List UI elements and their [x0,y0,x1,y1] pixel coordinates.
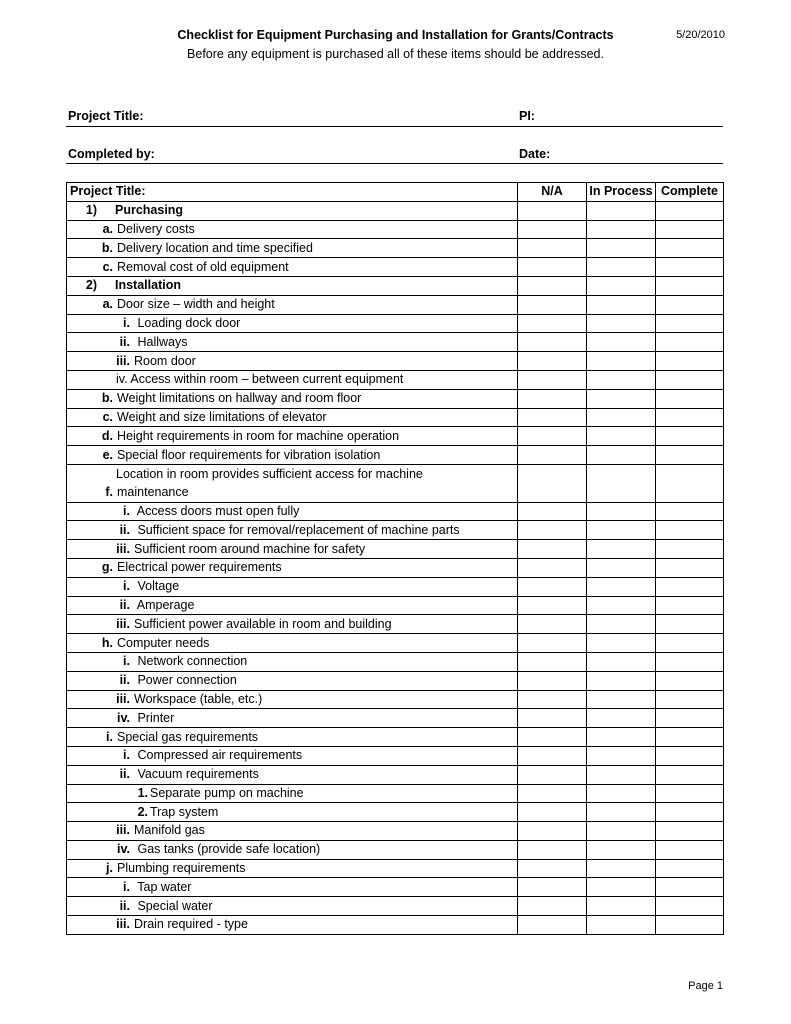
item-label: Manifold gas [134,823,205,838]
document-date: 5/20/2010 [676,29,725,41]
table-row [67,502,724,521]
table-row [67,690,724,709]
checklist-item [67,521,518,540]
in-process-cell[interactable] [587,464,656,502]
item-label: Network connection [134,654,248,669]
table-row [67,840,724,859]
checklist-item [67,709,518,728]
item-number: ii. [119,597,130,612]
checklist-item [67,728,518,747]
na-cell[interactable] [518,784,587,803]
na-cell[interactable] [518,746,587,765]
item-number: f. [105,485,113,500]
in-process-cell[interactable] [587,652,656,671]
na-cell[interactable] [518,408,587,427]
complete-cell[interactable] [656,690,724,709]
table-row [67,464,724,502]
in-process-cell[interactable] [587,577,656,596]
item-number: j. [106,861,113,876]
checklist-item [67,784,518,803]
checklist-item [67,577,518,596]
complete-cell[interactable] [656,596,724,615]
item-label: maintenance [117,485,189,500]
complete-cell[interactable] [656,370,724,389]
na-cell[interactable] [518,671,587,690]
complete-cell[interactable] [656,333,724,352]
in-process-cell[interactable] [587,671,656,690]
na-cell[interactable] [518,464,587,502]
header-in-process: In Process [587,183,656,202]
complete-cell[interactable] [656,878,724,897]
table-row [67,765,724,784]
item-label: Workspace (table, etc.) [134,691,263,706]
item-number: 1. [137,785,148,800]
na-cell[interactable] [518,822,587,841]
item-number: i. [123,748,130,763]
date-label: Date: [519,147,551,161]
item-number: iii. [116,917,130,932]
na-cell[interactable] [518,427,587,446]
item-label: Door size – width and height [117,297,275,312]
complete-cell[interactable] [656,239,724,258]
checklist-item [67,258,518,277]
na-cell[interactable] [518,201,587,220]
item-label: Weight and size limitations of elevator [117,409,327,424]
in-process-cell[interactable] [587,502,656,521]
in-process-cell[interactable] [587,558,656,577]
na-cell[interactable] [518,765,587,784]
item-label: Removal cost of old equipment [117,259,289,274]
table-row [67,596,724,615]
item-label: Computer needs [117,635,210,650]
checklist-item [67,389,518,408]
item-label: Tap water [134,879,192,894]
in-process-cell[interactable] [587,803,656,822]
item-number: e. [102,447,113,462]
item-number: iii. [116,616,130,631]
item-label: Sufficient space for removal/replacement of machine parts [134,522,460,537]
item-number: iv. [117,842,130,857]
table-row [67,652,724,671]
na-cell[interactable] [518,577,587,596]
table-row [67,521,724,540]
checklist-item [67,897,518,916]
na-cell[interactable] [518,709,587,728]
na-cell[interactable] [518,446,587,465]
item-number: 2) [85,278,97,293]
complete-cell[interactable] [656,276,724,295]
header-complete: Complete [656,183,724,202]
na-cell[interactable] [518,615,587,634]
in-process-cell[interactable] [587,822,656,841]
in-process-cell[interactable] [587,295,656,314]
item-number: iii. [116,691,130,706]
complete-cell[interactable] [656,295,724,314]
complete-cell[interactable] [656,220,724,239]
in-process-cell[interactable] [587,389,656,408]
checklist-item [67,408,518,427]
item-label: Purchasing [115,203,184,218]
in-process-cell[interactable] [587,634,656,653]
complete-cell[interactable] [656,784,724,803]
checklist-item [67,540,518,559]
item-label: Hallways [134,334,188,349]
checklist-item [67,558,518,577]
checklist-item [67,446,518,465]
complete-cell[interactable] [656,352,724,371]
complete-cell[interactable] [656,671,724,690]
in-process-cell[interactable] [587,239,656,258]
checklist-item [67,803,518,822]
in-process-cell[interactable] [587,408,656,427]
checklist-item [67,370,518,389]
item-label: Weight limitations on hallway and room floor [117,391,362,406]
table-row [67,897,724,916]
item-number: c. [102,259,113,274]
checklist-item [67,276,518,295]
na-cell[interactable] [518,295,587,314]
complete-cell[interactable] [656,634,724,653]
in-process-cell[interactable] [587,728,656,747]
table-row [67,258,724,277]
table-row [67,916,724,935]
complete-cell[interactable] [656,765,724,784]
completed-by-line[interactable] [66,163,723,164]
na-cell[interactable] [518,352,587,371]
item-label: Special water [134,898,213,913]
na-cell[interactable] [518,502,587,521]
project-title-line[interactable] [66,126,723,127]
table-row [67,859,724,878]
table-row [67,370,724,389]
complete-cell[interactable] [656,897,724,916]
checklist-item [67,295,518,314]
in-process-cell[interactable] [587,276,656,295]
item-label: Amperage [134,597,195,612]
in-process-cell[interactable] [587,314,656,333]
item-label: Printer [134,710,175,725]
in-process-cell[interactable] [587,540,656,559]
na-cell[interactable] [518,239,587,258]
table-row [67,389,724,408]
item-number: iii. [116,353,130,368]
na-cell[interactable] [518,370,587,389]
na-cell[interactable] [518,389,587,408]
item-number: iii. [116,823,130,838]
checklist-item [67,840,518,859]
in-process-cell[interactable] [587,840,656,859]
document-title: Checklist for Equipment Purchasing and Installation for Grants/Contracts [177,28,614,42]
na-cell[interactable] [518,897,587,916]
item-number: iii. [116,541,130,556]
checklist-item [67,427,518,446]
table-row [67,728,724,747]
table-row [67,201,724,220]
complete-cell[interactable] [656,859,724,878]
item-label: Vacuum requirements [134,767,259,782]
item-label: Delivery location and time specified [117,240,313,255]
checklist-item [67,859,518,878]
table-row [67,427,724,446]
item-number: i. [123,879,130,894]
table-row [67,577,724,596]
table-row [67,408,724,427]
table-row [67,220,724,239]
item-label: Drain required - type [134,917,248,932]
item-label: Special floor requirements for vibration isolation [117,447,381,462]
table-row [67,784,724,803]
complete-cell[interactable] [656,521,724,540]
na-cell[interactable] [518,634,587,653]
item-label: Room door [134,353,196,368]
table-row [67,709,724,728]
complete-cell[interactable] [656,258,724,277]
in-process-cell[interactable] [587,220,656,239]
pi-label: PI: [519,109,535,123]
na-cell[interactable] [518,314,587,333]
complete-cell[interactable] [656,464,724,502]
checklist-item [67,333,518,352]
table-row [67,803,724,822]
item-label: Plumbing requirements [117,861,246,876]
checklist-item [67,502,518,521]
table-header-row [67,183,724,202]
table-row [67,333,724,352]
checklist-item [67,239,518,258]
complete-cell[interactable] [656,427,724,446]
item-label: Separate pump on machine [150,785,304,800]
item-label: Sufficient power available in room and building [134,616,392,631]
header-item: Project Title: [67,183,518,202]
in-process-cell[interactable] [587,765,656,784]
item-label: Compressed air requirements [134,748,303,763]
complete-cell[interactable] [656,652,724,671]
item-label: Installation [115,278,181,293]
item-number: h. [101,635,113,650]
item-label: Electrical power requirements [117,560,282,575]
table-row [67,295,724,314]
na-cell[interactable] [518,521,587,540]
item-number: b. [101,391,113,406]
na-cell[interactable] [518,558,587,577]
na-cell[interactable] [518,878,587,897]
item-number: iv. [117,710,130,725]
na-cell[interactable] [518,596,587,615]
page-number: Page 1 [688,980,723,992]
na-cell[interactable] [518,220,587,239]
item-label: Loading dock door [134,315,241,330]
in-process-cell[interactable] [587,596,656,615]
in-process-cell[interactable] [587,784,656,803]
in-process-cell[interactable] [587,615,656,634]
table-row [67,671,724,690]
na-cell[interactable] [518,859,587,878]
complete-cell[interactable] [656,389,724,408]
checklist-item [67,822,518,841]
na-cell[interactable] [518,333,587,352]
table-row [67,314,724,333]
item-label: iv. Access within room – between current equipment [116,372,404,387]
in-process-cell[interactable] [587,352,656,371]
table-row [67,746,724,765]
item-number: ii. [119,334,130,349]
checklist-item [67,464,518,502]
item-label: Access doors must open fully [134,503,300,518]
na-cell[interactable] [518,540,587,559]
na-cell[interactable] [518,276,587,295]
table-row [67,239,724,258]
complete-cell[interactable] [656,314,724,333]
item-number: i. [123,503,130,518]
na-cell[interactable] [518,690,587,709]
in-process-cell[interactable] [587,258,656,277]
item-number: b. [101,240,113,255]
item-number: c. [102,409,113,424]
complete-cell[interactable] [656,558,724,577]
item-label: Height requirements in room for machine operation [117,428,400,443]
item-number: ii. [119,898,130,913]
in-process-cell[interactable] [587,897,656,916]
in-process-cell[interactable] [587,709,656,728]
checklist-item [67,878,518,897]
complete-cell[interactable] [656,502,724,521]
complete-cell[interactable] [656,822,724,841]
table-row [67,446,724,465]
na-cell[interactable] [518,840,587,859]
item-number: a. [102,297,113,312]
item-number: ii. [119,767,130,782]
complete-cell[interactable] [656,446,724,465]
item-label: Special gas requirements [117,729,259,744]
complete-cell[interactable] [656,916,724,935]
in-process-cell[interactable] [587,370,656,389]
item-number: g. [101,560,113,575]
in-process-cell[interactable] [587,878,656,897]
table-row [67,558,724,577]
project-title-label: Project Title: [68,109,144,123]
na-cell[interactable] [518,916,587,935]
item-label-line1: Location in room provides sufficient access for machine [116,467,423,482]
in-process-cell[interactable] [587,746,656,765]
complete-cell[interactable] [656,577,724,596]
checklist-item [67,746,518,765]
item-label: Delivery costs [117,221,195,236]
checklist-item [67,652,518,671]
na-cell[interactable] [518,803,587,822]
complete-cell[interactable] [656,201,724,220]
in-process-cell[interactable] [587,427,656,446]
item-label: Power connection [134,673,237,688]
table-row [67,822,724,841]
in-process-cell[interactable] [587,916,656,935]
table-row [67,634,724,653]
checklist-item [67,671,518,690]
complete-cell[interactable] [656,746,724,765]
in-process-cell[interactable] [587,201,656,220]
checklist-item [67,352,518,371]
checklist-item [67,314,518,333]
complete-cell[interactable] [656,728,724,747]
table-row [67,352,724,371]
complete-cell[interactable] [656,840,724,859]
item-number: ii. [119,673,130,688]
in-process-cell[interactable] [587,333,656,352]
item-label: Gas tanks (provide safe location) [134,842,321,857]
checklist-item [67,916,518,935]
item-number: ii. [119,522,130,537]
in-process-cell[interactable] [587,859,656,878]
complete-cell[interactable] [656,615,724,634]
item-number: i. [123,654,130,669]
checklist-item [67,596,518,615]
checklist-item [67,765,518,784]
item-number: i. [123,315,130,330]
checklist-item [67,220,518,239]
na-cell[interactable] [518,728,587,747]
na-cell[interactable] [518,258,587,277]
checklist-item [67,201,518,220]
in-process-cell[interactable] [587,446,656,465]
item-label: Voltage [134,579,180,594]
checklist-table [66,182,724,935]
item-label: Sufficient room around machine for safety [134,541,366,556]
completed-by-label: Completed by: [68,147,155,161]
table-row [67,878,724,897]
complete-cell[interactable] [656,408,724,427]
item-number: i. [106,729,113,744]
item-number: a. [102,221,113,236]
complete-cell[interactable] [656,540,724,559]
in-process-cell[interactable] [587,690,656,709]
item-number: 1) [85,203,97,218]
checklist-item [67,690,518,709]
header-na: N/A [518,183,587,202]
complete-cell[interactable] [656,803,724,822]
item-number: 2. [137,804,148,819]
document-subtitle: Before any equipment is purchased all of these items should be addressed. [187,47,604,61]
table-row [67,276,724,295]
item-number: i. [123,579,130,594]
table-row [67,615,724,634]
item-label: Trap system [150,804,219,819]
checklist-item [67,615,518,634]
na-cell[interactable] [518,652,587,671]
checklist-item [67,634,518,653]
table-row [67,540,724,559]
complete-cell[interactable] [656,709,724,728]
in-process-cell[interactable] [587,521,656,540]
item-number: d. [101,428,113,443]
